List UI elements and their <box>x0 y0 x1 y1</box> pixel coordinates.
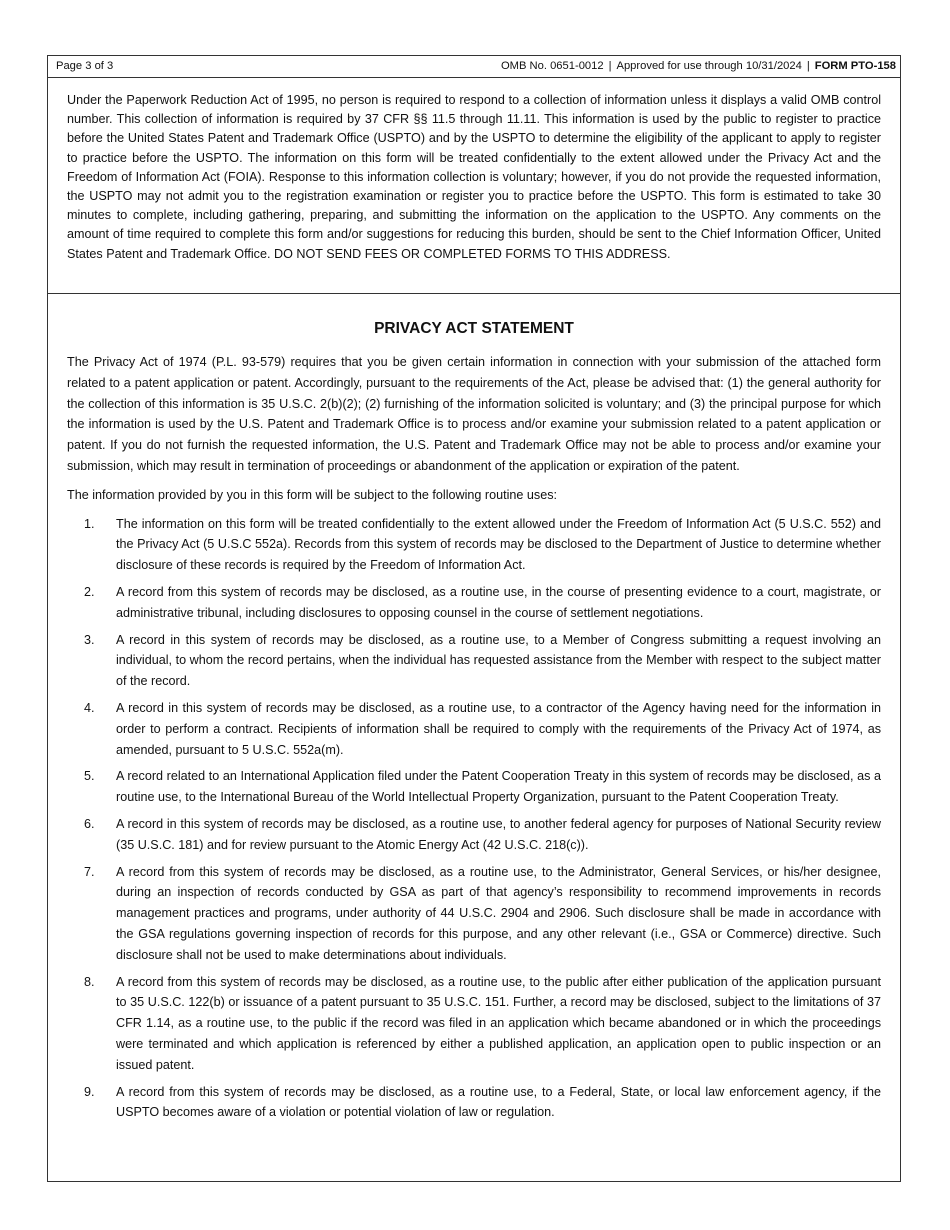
header-separator: | <box>806 60 810 72</box>
item-number: 8. <box>84 974 95 989</box>
omb-number: OMB No. 0651-0012 <box>500 60 604 72</box>
routine-uses-lead: The information provided by you in this form will be subject to the following routine uses: <box>67 487 558 502</box>
item-text: A record from this system of records may be disclosed, as a routine use, in the course of presenting evidence to a court, magistrate, or administrative tribunal, including disclosures to opposing counsel in the course of settlement negotiations. <box>116 584 881 620</box>
item-text: A record from this system of records may be disclosed, as a routine use, to a Federal, State, or local law enforcement agency, if the USPTO becomes aware of a violation or potential violation of law or regulation. <box>116 1084 881 1120</box>
routine-uses-list <box>67 514 881 1124</box>
item-number: 2. <box>84 584 95 599</box>
privacy-intro: The Privacy Act of 1974 (P.L. 93-579) requires that you be given certain information in connection with your submission of the attached form related to a patent application or patent. Accordingly, pursuant to the requirements of the Act, please be advised that: (1) the general authority for the collection of this information is 35 U.S.C. 2(b)(2); (2) furnishing of the information solicited is voluntary; and (3) the principal purpose for which the information is used by the U.S. Patent and Trademark Office is to process and/or examine your submission related to a patent application or patent. If you do not furnish the requested information, the U.S. Patent and Trademark Office may not be able to process and/or examine your submission, which may result in termination of proceedings or abandonment of the application or expiration of the patent. <box>67 355 881 473</box>
routine-use-item <box>67 814 881 856</box>
privacy-act-section <box>48 294 900 1129</box>
item-number: 1. <box>84 516 95 531</box>
header-separator: | <box>608 60 612 72</box>
routine-use-item <box>67 582 881 624</box>
routine-use-item <box>67 1082 881 1124</box>
item-text: A record in this system of records may be disclosed, as a routine use, to another federal agency for purposes of National Security review (35 U.S.C. 181) and for review pursuant to the Atomic Energy Act (42 U.S.C. 218(c)). <box>116 816 881 852</box>
item-text: A record related to an International Application filed under the Patent Cooperation Treaty in this system of records may be disclosed, as a routine use, to the International Bureau of the World Intellectual Property Organization, pursuant to the Patent Cooperation Treaty. <box>116 769 881 805</box>
burden-text: Under the Paperwork Reduction Act of 1995, no person is required to respond to a collection of information unless it displays a valid OMB control number. This collection of information is required by 37 CFR §§ 11.5 through 11.11. This information is used by the public to register to practice before the United States Patent and Trademark Office (USPTO) and by the USPTO to determine the eligibility of the applicant to apply to register to practice before the USPTO. The information on this form will be treated confidentially to the extent allowed under the Privacy Act and the Freedom of Information Act (FOIA). Response to this information collection is voluntary; however, if you do not provide the requested information, the USPTO may not admit you to the registration examination or register you to practice before the USPTO. This form is estimated to take 30 minutes to complete, including gathering, preparing, and submitting the information on the application to the USPTO. Any comments on the amount of time required to complete this form and/or suggestions for reducing this burden, should be sent to the Chief Information Officer, United States Patent and Trademark Office. DO NOT SEND FEES OR COMPLETED FORMS TO THIS ADDRESS. <box>67 93 881 261</box>
item-number: 4. <box>84 700 95 715</box>
form-id: FORM PTO-158 <box>814 60 896 72</box>
item-text: A record from this system of records may be disclosed, as a routine use, to the Administrator, General Services, or his/her designee, during an inspection of records conducted by GSA as part of that agency’s responsibility to recommend improvements in records management practices and programs, under authority of 44 U.S.C. 2904 and 2906. Such disclosure shall be made in accordance with the GSA regulations governing inspection of records for this purpose, and any other relevant (i.e., GSA or Commerce) directive. Such disclosure shall not be used to make determinations about individuals. <box>116 864 881 962</box>
routine-use-item <box>67 698 881 760</box>
privacy-title: PRIVACY ACT STATEMENT <box>374 320 574 337</box>
routine-use-item <box>67 514 881 576</box>
routine-use-item <box>67 972 881 1076</box>
paperwork-reduction-statement <box>48 78 900 294</box>
item-text: The information on this form will be treated confidentially to the extent allowed under the Freedom of Information Act (5 U.S.C. 552) and the Privacy Act (5 U.S.C 552a). Records from this system of records may be disclosed to the Department of Justice to determine whether disclosure of these records is required by the Freedom of Information Act. <box>116 516 881 573</box>
routine-use-item <box>67 862 881 966</box>
item-text: A record from this system of records may be disclosed, as a routine use, to the public after either publication of the application pursuant to 35 U.S.C. 122(b) or issuance of a patent pursuant to 35 U.S.C. 151. Further, a record may be disclosed, subject to the limitations of 37 CFR 1.14, as a routine use, to the public if the record was filed in an application which became abandoned or in which the proceedings were terminated and which application is referenced by either a published application, an application open to public inspection or an issued patent. <box>116 974 881 1072</box>
item-text: A record in this system of records may be disclosed, as a routine use, to a contractor of the Agency having need for the information in order to perform a contract. Recipients of information shall be required to comply with the requirements of the Privacy Act of 1974, as amended, pursuant to 5 U.S.C. 552a(m). <box>116 700 881 757</box>
item-number: 7. <box>84 864 95 879</box>
form-header <box>48 56 900 78</box>
item-number: 3. <box>84 632 95 647</box>
routine-use-item <box>67 766 881 808</box>
item-text: A record in this system of records may be disclosed, as a routine use, to a Member of Congress submitting a request involving an individual, to whom the record pertains, when the individual has requested assistance from the Member with respect to the subject matter of the record. <box>116 632 881 689</box>
form-page <box>47 55 901 1182</box>
routine-use-item <box>67 630 881 692</box>
item-number: 5. <box>84 769 95 784</box>
approval-date: Approved for use through 10/31/2024 <box>616 60 802 72</box>
item-number: 9. <box>84 1084 95 1099</box>
form-info <box>501 56 896 77</box>
item-number: 6. <box>84 816 95 831</box>
page-number: Page 3 of 3 <box>56 60 114 72</box>
